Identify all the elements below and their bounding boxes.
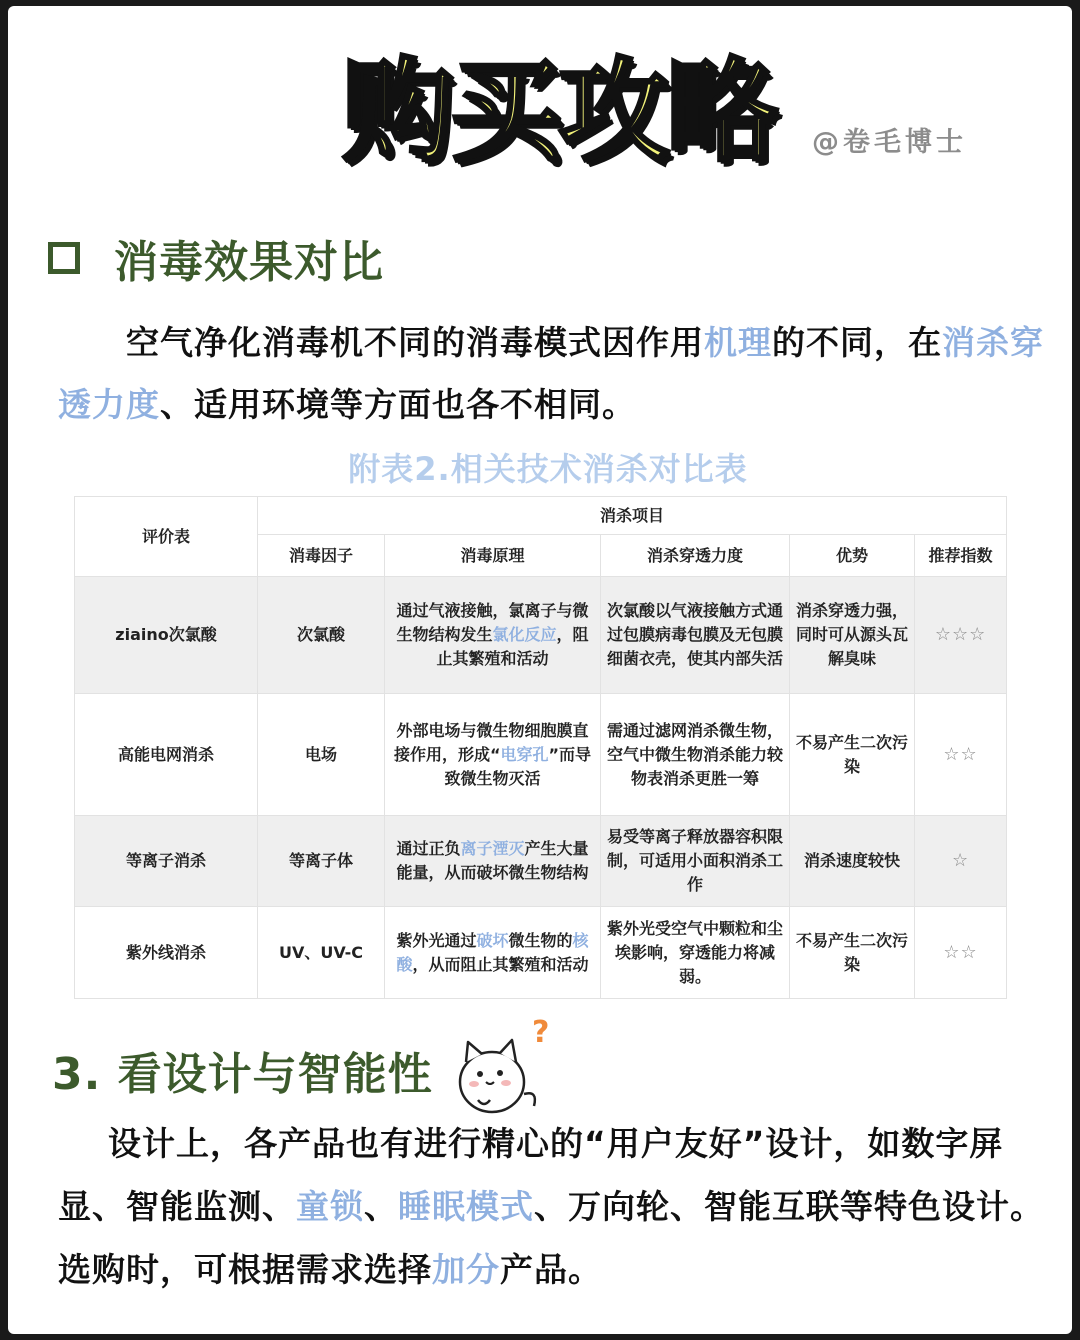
row-penetration: 易受等离子释放器容积限制，可适用小面积消杀工作 [601,816,790,907]
table-corner-header: 评价表 [75,497,258,577]
row-factor: 等离子体 [258,816,385,907]
highlight-child-lock: 童锁 [296,1187,364,1226]
row-rating-stars: ☆ [915,816,1007,907]
row-rating-stars: ☆☆ [915,694,1007,816]
row-penetration: 需通过滤网消杀微生物，空气中微生物消杀能力较物表消杀更胜一筹 [601,694,790,816]
highlight-penetration: 消杀穿透力度 [58,323,1044,424]
highlight-mechanism: 机理 [704,323,772,362]
row-rating-stars: ☆☆ [915,907,1007,999]
row-advantage: 消杀穿透力强，同时可从源头瓦解臭味 [790,577,915,694]
row-advantage: 不易产生二次污染 [790,907,915,999]
row-rating-stars: ☆☆☆ [915,577,1007,694]
highlight-bonus: 加分 [432,1250,500,1289]
row-principle [385,577,601,694]
design-text: 、万向轮、智能互联等特色设计。选购时，可根据需求选择 [58,1187,1044,1289]
section-heading-design: 3. 看设计与智能性 [52,1049,433,1100]
principle-text: 微生物的 [508,930,573,950]
principle-text: 通过气液接触，氯离子与微生物结构发生 [396,601,589,644]
principle-highlight: 离子湮灭 [460,839,525,858]
column-header: 消毒原理 [385,535,601,577]
principle-text: ，从而阻止其繁殖和活动 [412,954,589,974]
table-row [75,577,1007,694]
row-name: 等离子消杀 [75,816,258,907]
table-header-row [75,497,1007,535]
design-paragraph [58,1112,1048,1301]
author-watermark: @卷毛博士 [812,127,967,158]
page-title: 购买攻略 [342,47,774,177]
principle-text: ”而导致微生物灭活 [444,744,592,788]
principle-text: 产生大量能量，从而破坏微生物结构 [396,839,589,882]
column-header: 消毒因子 [258,535,385,577]
intro-text: 空气净化消毒机不同的消毒模式因作用 [126,323,704,362]
intro-paragraph [58,312,1048,436]
row-principle [385,907,601,999]
design-text: 设计上，各产品也有进行精心的“用户友好”设计，如数字屏显、智能监测、 [58,1124,1004,1226]
principle-highlight: 氯化反应 [492,625,557,644]
principle-text: 紫外光通过 [396,930,477,950]
principle-text: ，阻止其繁殖和活动 [436,625,589,668]
checkbox-square-icon [48,242,80,274]
principle-highlight: 核酸 [396,930,589,974]
column-header: 消杀穿透力度 [601,535,790,577]
row-factor: 电场 [258,694,385,816]
row-factor: UV、UV-C [258,907,385,999]
row-principle [385,816,601,907]
table-caption: 附表2.相关技术消杀对比表 [348,450,748,488]
row-name: ziaino次氯酸 [75,577,258,694]
row-advantage: 不易产生二次污染 [790,694,915,816]
comparison-table [74,496,1007,999]
cat-icon [448,1016,558,1126]
column-header: 优势 [790,535,915,577]
principle-highlight: 电穿孔 [500,744,549,764]
principle-text: 外部电场与微生物细胞膜直接作用，形成“ [393,720,589,764]
row-penetration: 次氯酸以气液接触方式通过包膜病毒包膜及无包膜细菌衣壳，使其内部失活 [601,577,790,694]
question-mark: ? [532,1016,550,1050]
intro-text: 的不同，在 [772,323,942,362]
table-group-header: 消杀项目 [258,497,1007,535]
principle-text: 通过正负 [396,839,461,858]
page [8,6,1072,1334]
column-header: 推荐指数 [915,535,1007,577]
row-name: 高能电网消杀 [75,694,258,816]
design-text: 产品。 [500,1250,602,1289]
row-penetration: 紫外光受空气中颗粒和尘埃影响，穿透能力将减弱。 [601,907,790,999]
principle-highlight: 破坏 [476,930,509,950]
section-heading-disinfection [48,228,384,288]
row-principle [385,694,601,816]
intro-text: 、适用环境等方面也各不相同。 [160,385,636,424]
design-text: 、 [364,1187,398,1226]
table-row [75,816,1007,907]
table-row [75,694,1007,816]
highlight-sleep-mode: 睡眠模式 [398,1187,534,1226]
row-factor: 次氯酸 [258,577,385,694]
table-row [75,907,1007,999]
row-name: 紫外线消杀 [75,907,258,999]
row-advantage: 消杀速度较快 [790,816,915,907]
section-heading-text: 消毒效果对比 [114,237,384,288]
